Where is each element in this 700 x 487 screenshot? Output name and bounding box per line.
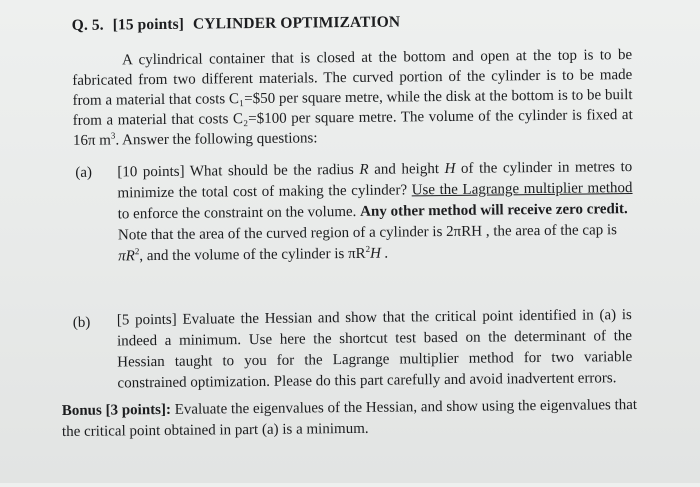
- part-a-warning-bold: Any other method will receive zero credit.: [360, 201, 628, 220]
- question-title: CYLINDER OPTIMIZATION: [192, 13, 401, 33]
- part-a-note-line-2-end: H .: [370, 245, 389, 262]
- question-number: Q. 5.: [71, 16, 104, 34]
- question-points: [15 points]: [112, 15, 185, 34]
- part-a-note-cap-area: πR: [118, 248, 135, 265]
- intro-line-5b: . Answer the following questions:: [115, 130, 318, 149]
- part-a-text-4: to enforce the constraint on the volume.: [117, 203, 361, 223]
- intro-line-5a: fixed at 16π m: [72, 107, 633, 149]
- part-b-body: [5 points] Evaluate the Hessian and show that the critical point identified in (a) is indeed a minimum. Use here the shortcut test based on the determinant of the Hessian taught to you for the Lagrange multiplier method for two variable constrained optimization. Please do this part carefully and avoid inadvertent errors.: [116, 307, 633, 392]
- intro-paragraph: [72, 45, 633, 151]
- question-heading: [72, 13, 406, 34]
- bonus-label: Bonus: [61, 402, 102, 420]
- bonus-points: [3 points]:: [105, 401, 172, 419]
- bonus-paragraph: [62, 395, 642, 443]
- part-a-note-exponent-2: 2: [365, 243, 371, 254]
- part-a-body: [117, 157, 633, 267]
- part-a-text-2: and height: [368, 161, 445, 178]
- bonus-text: Evaluate the eigenvalues of the Hessian, and show using the eigenvalues that the critical point obtained in part (a) is a minimum.: [61, 397, 638, 441]
- part-a-lagrange-underline: Use the Lagrange multiplier method: [411, 180, 633, 199]
- part-a-note-exponent-1: 2: [134, 246, 140, 257]
- part-a-label: (a): [75, 164, 93, 181]
- part-b-label: (b): [72, 314, 91, 331]
- part-a-text-3: of the cylinder in metres to minimize the total cost of making the cylinder?: [117, 159, 633, 202]
- part-a-note-line-1: Note that the area of the curved region of a cylinder is 2πRH , the area of the cap is: [117, 222, 618, 244]
- part-a-note-line-2: , and the volume of the cylinder is πR: [139, 245, 366, 265]
- intro-volume-exponent: 3: [110, 130, 116, 141]
- intro-line-2: fabricated from two different materials. The curved portion of the cylinder is to be made: [72, 67, 633, 89]
- intro-line-3: from a material that costs C₁=$50 per square metre, while the disk at the bottom is to be: [72, 87, 602, 109]
- part-a-text-1: [10 points] What should be the radius: [117, 161, 360, 181]
- part-a-height-symbol: H: [444, 160, 456, 178]
- part-a-radius-symbol: R: [359, 161, 369, 178]
- intro-line-1: A cylindrical container that is closed at the bottom and open at the top is to be: [122, 47, 633, 69]
- intro-line-4: built from a material that costs C₂=$100 per square metre. The volume of the cylinder is: [72, 87, 633, 129]
